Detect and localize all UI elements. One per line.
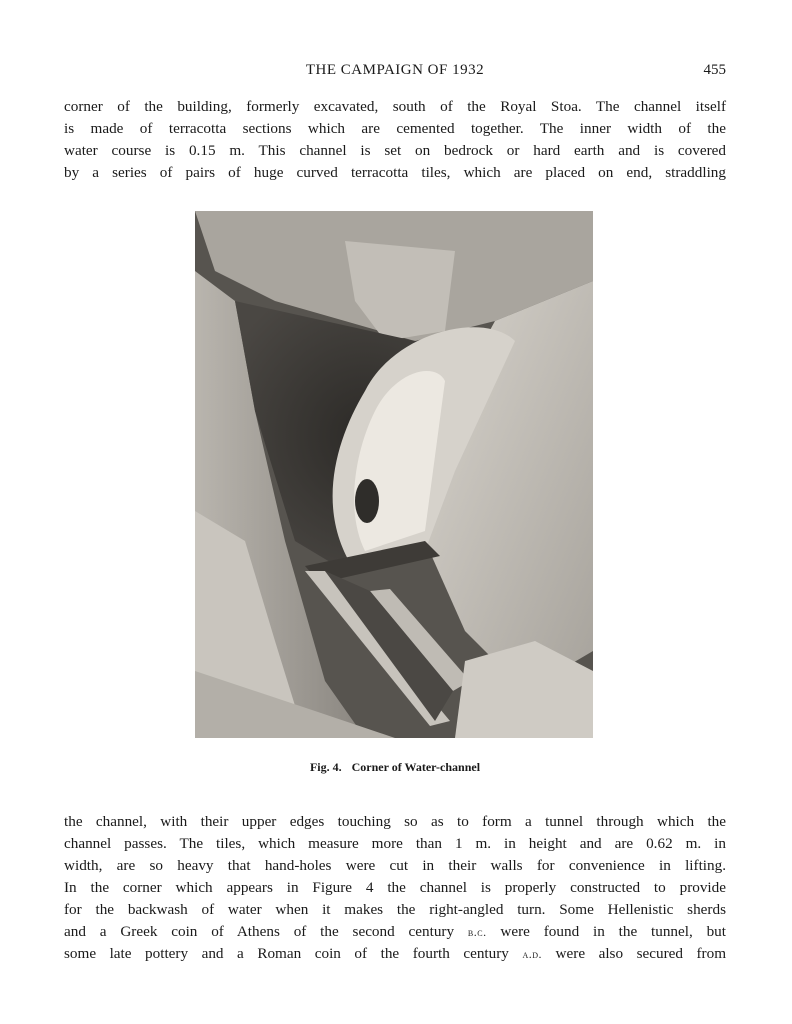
text-line xyxy=(64,943,726,965)
figure-title: Corner of Water-channel xyxy=(351,760,481,774)
text-segment: some late pottery and a Roman coin of the fourth century xyxy=(64,945,509,962)
text-line: by a series of pairs of huge curved terracotta tiles, which are placed on end, straddling xyxy=(64,164,726,181)
text-line: In the corner which appears in Figure 4 the channel is properly constructed to provide xyxy=(64,879,726,896)
page-number: 455 xyxy=(703,62,726,78)
text-segment: and a Greek coin of Athens of the second century xyxy=(64,923,455,940)
running-header xyxy=(64,62,726,84)
text-line: corner of the building, formerly excavated, south of the Royal Stoa. The channel itself xyxy=(64,98,726,115)
text-line: is made of terracotta sections which are cemented together. The inner width of the xyxy=(64,120,726,137)
photo-illustration xyxy=(195,211,593,738)
running-title: THE CAMPAIGN OF 1932 xyxy=(305,62,485,78)
era-abbreviation: b.c. xyxy=(467,925,487,939)
text-line: channel passes. The tiles, which measure more than 1 m. in height and are 0.62 m. in xyxy=(64,835,726,852)
text-segment: were also secured from xyxy=(555,945,727,962)
paragraph-bottom xyxy=(64,811,726,965)
paragraph-top xyxy=(64,96,726,184)
text-line xyxy=(64,921,726,943)
text-line: for the backwash of water when it makes the right-angled turn. Some Hellenistic sherds xyxy=(64,901,726,918)
figure-photo-water-channel xyxy=(195,211,593,738)
text-line: water course is 0.15 m. This channel is set on bedrock or hard earth and is covered xyxy=(64,142,726,159)
text-segment: were found in the tunnel, but xyxy=(500,923,726,940)
text-line: width, are so heavy that hand-holes were cut in their walls for convenience in lifting. xyxy=(64,857,726,874)
text-line: the channel, with their upper edges touching so as to form a tunnel through which the xyxy=(64,813,726,830)
figure-label: Fig. 4. xyxy=(309,760,342,774)
figure-caption xyxy=(64,760,726,775)
era-abbreviation: a.d. xyxy=(522,947,542,961)
